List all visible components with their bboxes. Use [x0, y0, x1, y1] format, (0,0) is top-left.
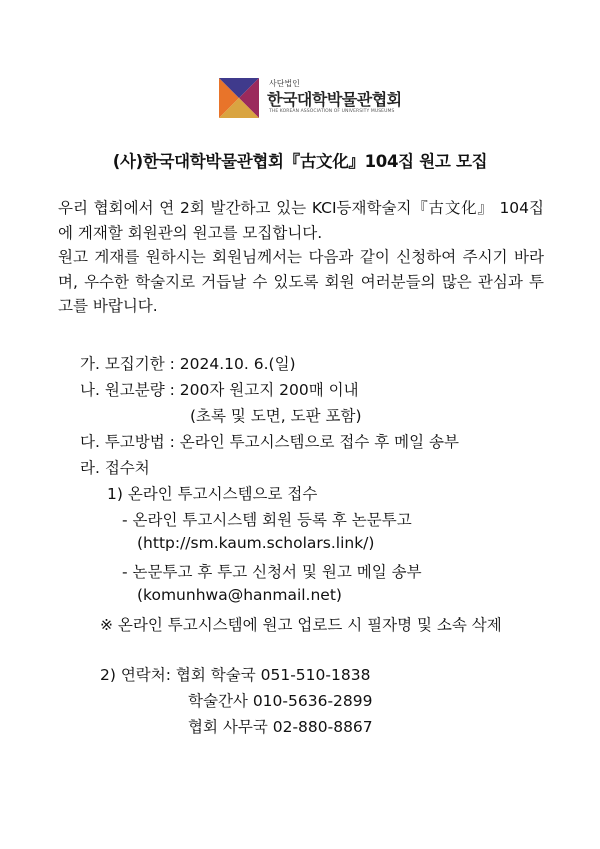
- item-volume-note: (초록 및 도면, 도판 포함): [190, 407, 362, 425]
- item-contact: 2) 연락처: 협회 학술국 051-510-1838: [100, 666, 371, 684]
- item-volume: 나. 원고분량 : 200자 원고지 200매 이내: [80, 381, 359, 399]
- item-note: ※ 온라인 투고시스템에 원고 업로드 시 필자명 및 소속 삭제: [100, 616, 502, 634]
- item-deadline: 가. 모집기한 : 2024.10. 6.(일): [80, 355, 296, 373]
- logo-name: 한국대학박물관협회: [267, 90, 402, 109]
- logo-emblem-icon: [217, 76, 261, 120]
- item-receipt: 라. 접수처: [80, 459, 150, 477]
- item-contact-2: 학술간사 010-5636-2899: [188, 692, 373, 710]
- association-logo: [217, 76, 402, 120]
- item-online-url[interactable]: (http://sm.kaum.scholars.link/): [137, 534, 375, 552]
- item-online: 1) 온라인 투고시스템으로 접수: [107, 485, 318, 503]
- intro-paragraph-1: 우리 협회에서 연 2회 발간하고 있는 KCI등재학술지『古文化』 104집에 게재할 회원관의 원고를 모집합니다.: [58, 199, 544, 242]
- logo-subtitle: 사단법인: [269, 79, 300, 88]
- item-online-sub2: - 논문투고 후 투고 신청서 및 원고 메일 송부: [122, 563, 422, 581]
- intro-paragraph-2: 원고 게재를 원하시는 회원님께서는 다음과 같이 신청하여 주시기 바라며, 우수한 학술지로 거듭날 수 있도록 회원 여러분들의 많은 관심과 투고를 바랍니다.: [58, 248, 544, 315]
- logo-english-name: THE KOREAN ASSOCIATION OF UNIVERSITY MUSEUMS: [269, 109, 395, 114]
- item-method: 다. 투고방법 : 온라인 투고시스템으로 접수 후 메일 송부: [80, 433, 459, 451]
- intro-text: [58, 196, 544, 319]
- item-online-email[interactable]: (komunhwa@hanmail.net): [137, 586, 342, 604]
- page-title: (사)한국대학박물관협회『古文化』104집 원고 모집: [112, 152, 488, 171]
- item-contact-3: 협회 사무국 02-880-8867: [188, 718, 373, 736]
- item-online-sub1: - 온라인 투고시스템 회원 등록 후 논문투고: [122, 511, 412, 529]
